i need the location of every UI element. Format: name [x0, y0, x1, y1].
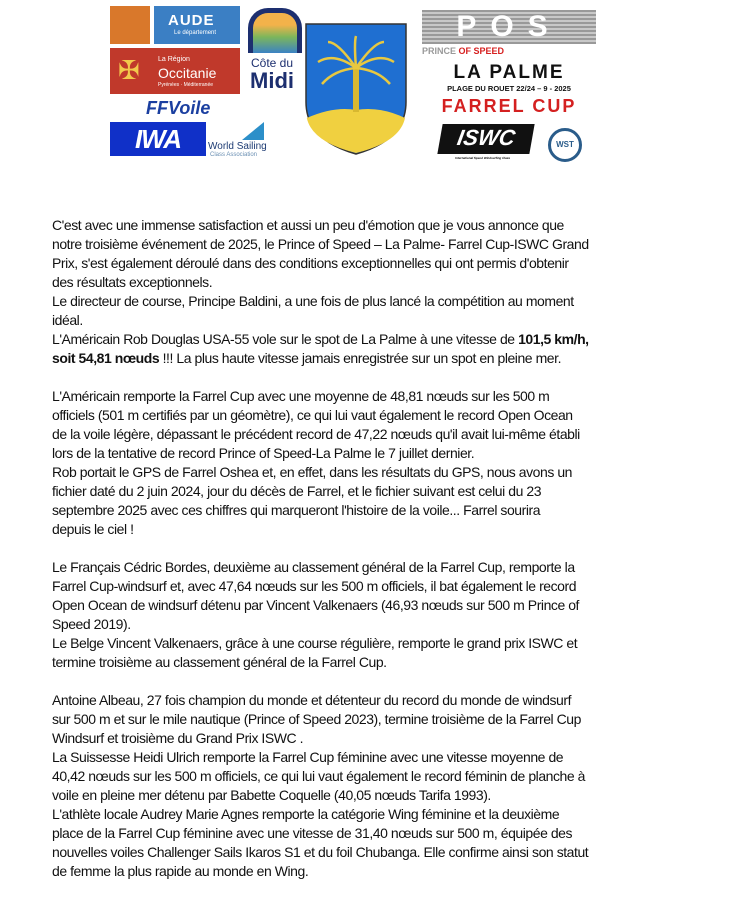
text-line: [52, 292, 732, 311]
cote-du-midi-line1: Côte du: [250, 56, 294, 70]
la-palme-title: LA PALME: [453, 62, 565, 83]
text-line: [52, 748, 732, 767]
text-line: [52, 501, 732, 520]
ffvoile-logo: FFVoile: [146, 98, 211, 118]
text-line: [52, 710, 732, 729]
farrel-cup-title: FARREL CUP: [441, 96, 577, 116]
occitan-cross-icon: ✠: [118, 55, 140, 85]
prince-of-speed-text: [422, 46, 504, 56]
text-segment: septembre 2025 avec ces chiffres qui marqueront l'histoire de la voile... Farrel sourira: [52, 502, 541, 518]
text-line: [52, 615, 732, 634]
paragraph-spacer: [52, 672, 732, 691]
text-segment: C'est avec une immense satisfaction et aussi un peu d'émotion que je vous annonce que: [52, 217, 564, 233]
iswc-name: ISWC: [455, 125, 518, 150]
text-line: [52, 577, 732, 596]
world-sailing-logo: [208, 122, 304, 158]
text-line: [52, 862, 732, 881]
text-line: [52, 558, 732, 577]
text-line: [52, 444, 732, 463]
text-line: [52, 824, 732, 843]
text-line: [52, 311, 732, 330]
paragraph: [52, 691, 732, 881]
la-palme-crest-icon: [304, 22, 408, 156]
text-line: [52, 349, 732, 368]
sail-icon: [242, 122, 264, 140]
text-segment: de femme la plus rapide au monde en Wing.: [52, 863, 309, 879]
iwa-logo: IWA: [110, 122, 206, 156]
text-segment: Le Belge Vincent Valkenaers, grâce à une course régulière, remporte le grand prix ISWC et: [52, 635, 578, 651]
arch-landscape-icon: [248, 8, 302, 53]
bold-text: 101,5 km/h,: [518, 331, 589, 347]
text-line: [52, 387, 732, 406]
text-line: [52, 691, 732, 710]
text-line: [52, 216, 732, 235]
bold-text: soit 54,81 nœuds: [52, 350, 160, 366]
text-line: [52, 425, 732, 444]
text-line: [52, 330, 732, 349]
text-line: [52, 634, 732, 653]
text-segment: Le Français Cédric Bordes, deuxième au classement général de la Farrel Cup, remporte la: [52, 559, 575, 575]
text-line: [52, 482, 732, 501]
paragraph-spacer: [52, 539, 732, 558]
world-sailing-sub: Class Association: [210, 152, 258, 158]
aude-logo: [154, 6, 240, 44]
paragraph-spacer: [52, 368, 732, 387]
text-segment: nouvelles voiles Challenger Sails Ikaros S1 et du foil Chubanga. Elle confirme ainsi son statut: [52, 844, 589, 860]
text-segment: notre troisième événement de 2025, le Prince of Speed – La Palme- Farrel Cup-ISWC Grand: [52, 236, 589, 252]
pos-letters: POS: [422, 10, 596, 44]
text-segment: des résultats exceptionnels.: [52, 274, 213, 290]
text-segment: Farrel Cup-windsurf et, avec 47,64 nœuds sur les 500 m officiels, il bat également le record: [52, 578, 577, 594]
text-segment: Rob portait le GPS de Farrel Oshea et, en effet, dans les résultats du GPS, nous avons un: [52, 464, 573, 480]
text-segment: Antoine Albeau, 27 fois champion du monde et détenteur du record du monde de windsurf: [52, 692, 572, 708]
iswc-sub: International Speed Windsurfing Class: [454, 156, 511, 160]
cote-du-midi-logo: [242, 6, 302, 94]
text-line: [52, 235, 732, 254]
wst-logo: WST: [548, 128, 582, 162]
text-segment: L'Américain Rob Douglas USA-55 vole sur le spot de La Palme à une vitesse de: [52, 331, 519, 347]
occitanie-name: Occitanie: [158, 65, 217, 81]
prince-text: PRINCE: [422, 46, 459, 56]
text-segment: fichier daté du 2 juin 2024, jour du décès de Farrel, et le fichier suivant est celui du 23: [52, 483, 542, 499]
text-line: [52, 767, 732, 786]
text-segment: officiels (501 m certifiés par un géomètre), ce qui lui vaut également le record Open Ocean: [52, 407, 573, 423]
aude-name: AUDE: [168, 12, 215, 29]
aude-sub: Le département: [174, 30, 217, 36]
text-segment: lors de la tentative de record Prince of Speed-La Palme le 7 juillet dernier.: [52, 445, 475, 461]
article-body: [52, 216, 732, 881]
event-location-date: PLAGE DU ROUET 22/24 – 9 - 2025: [447, 84, 571, 93]
text-line: [52, 805, 732, 824]
text-segment: La Suissesse Heidi Ulrich remporte la Farrel Cup féminine avec une vitesse moyenne de: [52, 749, 564, 765]
text-segment: !!! La plus haute vitesse jamais enregistrée sur un spot en pleine mer.: [159, 350, 562, 366]
text-segment: termine troisième au classement général de la Farrel Cup.: [52, 654, 387, 670]
text-segment: Le directeur de course, Principe Baldini, a une fois de plus lancé la compétition au moment: [52, 293, 574, 309]
text-segment: depuis le ciel !: [52, 521, 134, 537]
text-line: [52, 786, 732, 805]
text-segment: Speed 2019).: [52, 616, 131, 632]
text-line: [52, 254, 732, 273]
text-line: [52, 596, 732, 615]
world-sailing-name: World Sailing: [208, 141, 267, 152]
text-segment: L'Américain remporte la Farrel Cup avec une moyenne de 48,81 nœuds sur les 500 m: [52, 388, 550, 404]
text-segment: voile en pleine mer détenu par Babette Coquelle (40,05 nœuds Tarifa 1993).: [52, 787, 491, 803]
text-line: [52, 273, 732, 292]
text-line: [52, 843, 732, 862]
text-segment: de la voile légère, dépassant le précédent record de 47,22 nœuds qu'il avait lui-même établi: [52, 426, 580, 442]
text-segment: place de la Farrel Cup féminine avec une vitesse de 31,40 nœuds sur 500 m, équipée des: [52, 825, 573, 841]
text-segment: Prix, s'est également déroulé dans des conditions exceptionnelles qui ont permis d'obtenir: [52, 255, 569, 271]
prince-of-speed-logo: [422, 10, 596, 60]
paragraph: [52, 558, 732, 672]
text-line: [52, 729, 732, 748]
text-segment: Open Ocean de windsurf détenu par Vincent Valkenaers (46,93 nœuds sur 500 m Prince of: [52, 597, 580, 613]
text-segment: sur 500 m et sur le mile nautique (Prince of Speed 2023), termine troisième de la Farrel Cup: [52, 711, 581, 727]
sponsor-logos-banner: [108, 4, 598, 160]
text-segment: Windsurf et troisième du Grand Prix ISWC .: [52, 730, 304, 746]
of-speed-text: OF SPEED: [458, 46, 505, 56]
occitanie-region: La Région: [158, 56, 190, 63]
paragraph: [52, 387, 732, 539]
paragraph: [52, 216, 732, 368]
text-line: [52, 520, 732, 539]
occitanie-sub: Pyrénées · Méditerranée: [158, 82, 214, 88]
text-segment: idéal.: [52, 312, 83, 328]
text-line: [52, 463, 732, 482]
iswc-logo: [437, 124, 534, 160]
text-segment: 40,42 nœuds sur les 500 m officiels, ce qui lui vaut également le record féminin de planche à: [52, 768, 585, 784]
text-line: [52, 406, 732, 425]
cote-du-midi-line2: Midi: [250, 68, 294, 93]
occitanie-logo: [110, 48, 240, 94]
text-line: [52, 653, 732, 672]
text-segment: L'athlète locale Audrey Marie Agnes remporte la catégorie Wing féminine et la deuxième: [52, 806, 560, 822]
aude-logo-mark: [110, 6, 150, 44]
